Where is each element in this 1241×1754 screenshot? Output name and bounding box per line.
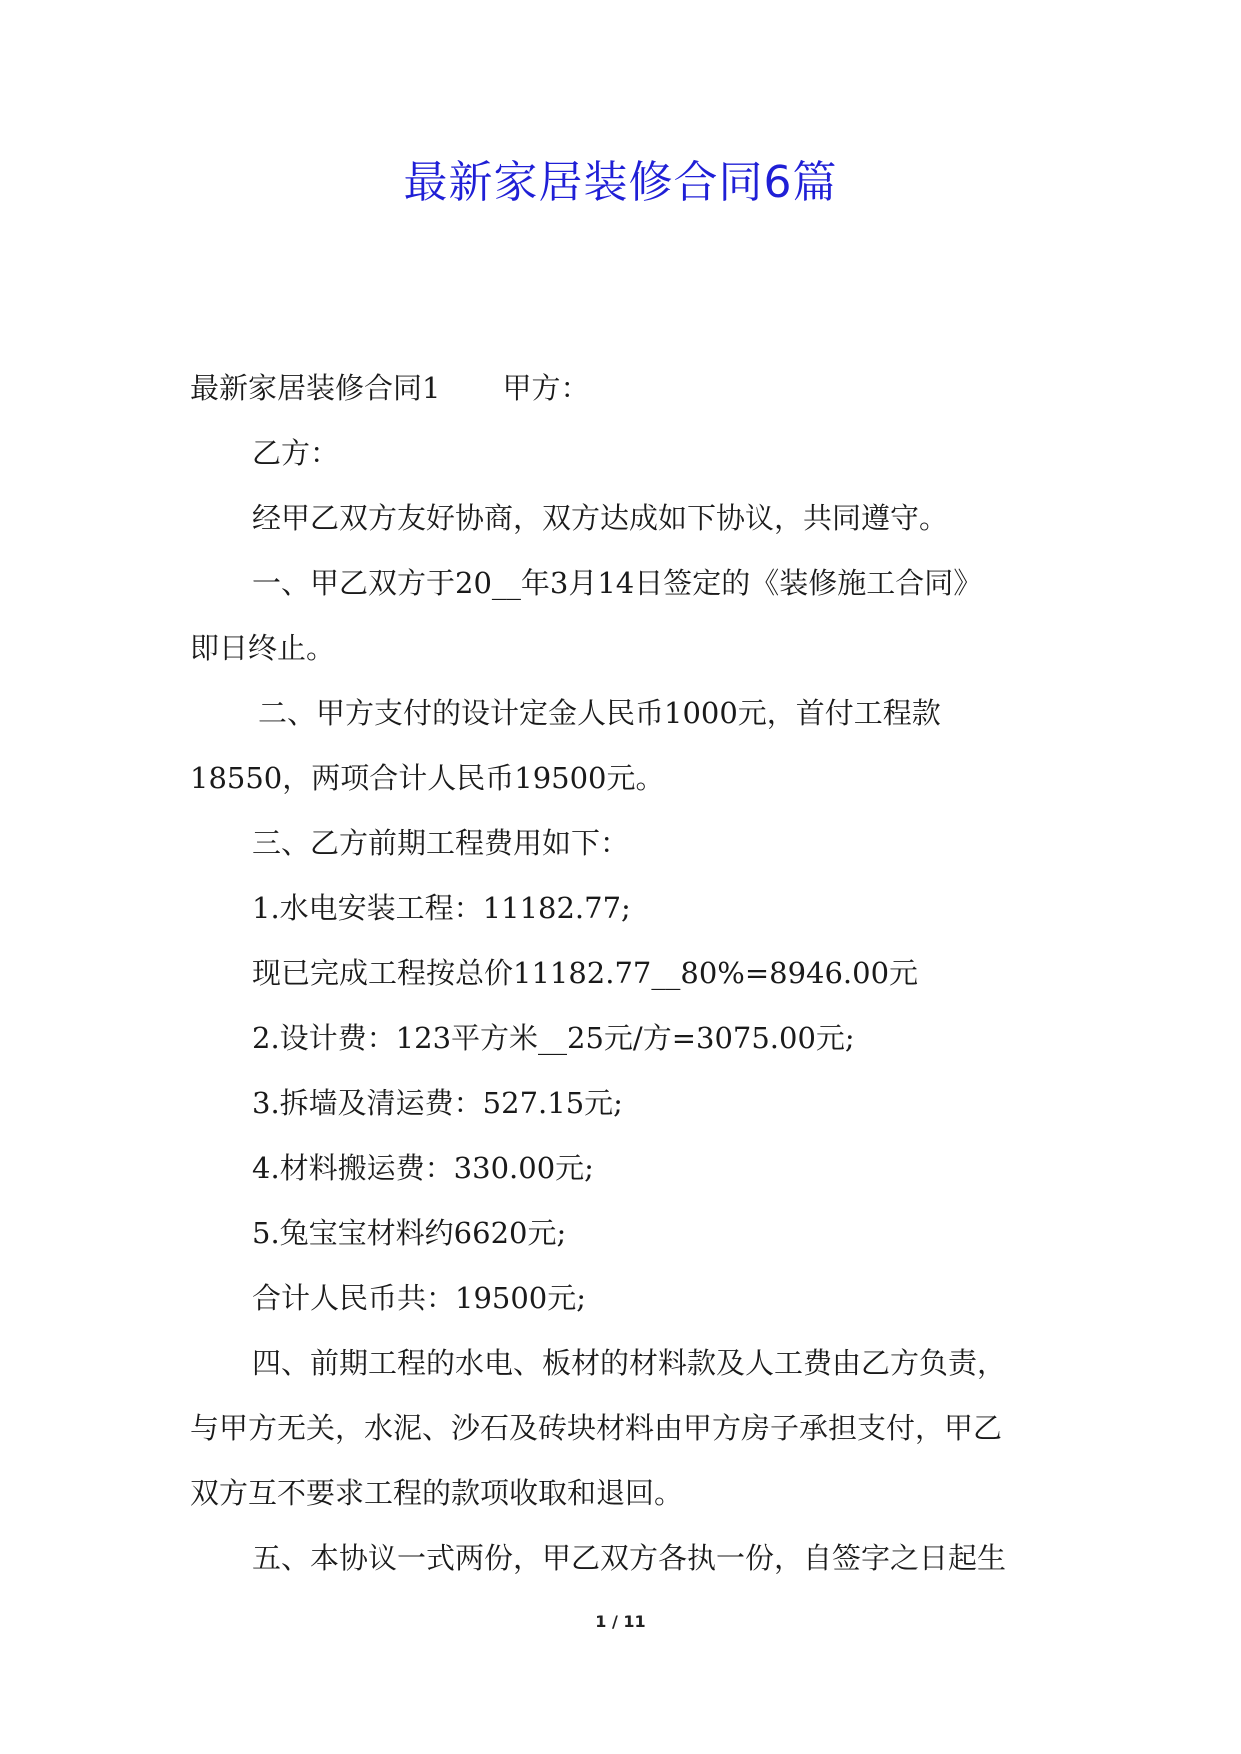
- document-title: 最新家居装修合同6篇: [403, 157, 838, 208]
- document-body: [190, 356, 1070, 1591]
- text-line: 五、本协议一式两份，甲乙双方各执一份，自签字之日起生: [252, 1541, 1007, 1575]
- first-line: [190, 356, 1070, 421]
- text-line: 5.兔宝宝材料约6620元;: [252, 1216, 567, 1250]
- text-line: 双方互不要求工程的款项收取和退回。: [190, 1476, 684, 1510]
- party-a-label: 甲方：: [502, 371, 590, 405]
- text-line: 一、甲乙双方于20__年3月14日签定的《装修施工合同》: [252, 566, 983, 600]
- contract-heading: 最新家居装修合同1: [190, 371, 441, 405]
- text-line: 1.水电安装工程：11182.77;: [252, 891, 631, 925]
- text-line: 三、乙方前期工程费用如下：: [252, 826, 630, 860]
- text-line: 四、前期工程的水电、板材的材料款及人工费由乙方负责，: [252, 1346, 1007, 1380]
- text-line: 4.材料搬运费：330.00元;: [252, 1151, 594, 1185]
- text-line: 现已完成工程按总价11182.77__80%=8946.00元: [252, 956, 919, 990]
- text-line: 18550，两项合计人民币19500元。: [190, 761, 665, 795]
- text-line: 二、甲方支付的设计定金人民币1000元，首付工程款: [258, 696, 941, 730]
- text-line: 2.设计费：123平方米__25元/方=3075.00元;: [252, 1021, 855, 1055]
- text-line: 合计人民币共：19500元;: [252, 1281, 587, 1315]
- text-line: 经甲乙双方友好协商，双方达成如下协议，共同遵守。: [252, 501, 949, 535]
- text-line: 乙方：: [252, 436, 340, 470]
- page-indicator: 1 / 11: [595, 1612, 646, 1631]
- text-line: 3.拆墙及清运费：527.15元;: [252, 1086, 623, 1120]
- text-line: 与甲方无关，水泥、沙石及砖块材料由甲方房子承担支付，甲乙: [190, 1411, 1003, 1445]
- text-line: 即日终止。: [190, 631, 336, 665]
